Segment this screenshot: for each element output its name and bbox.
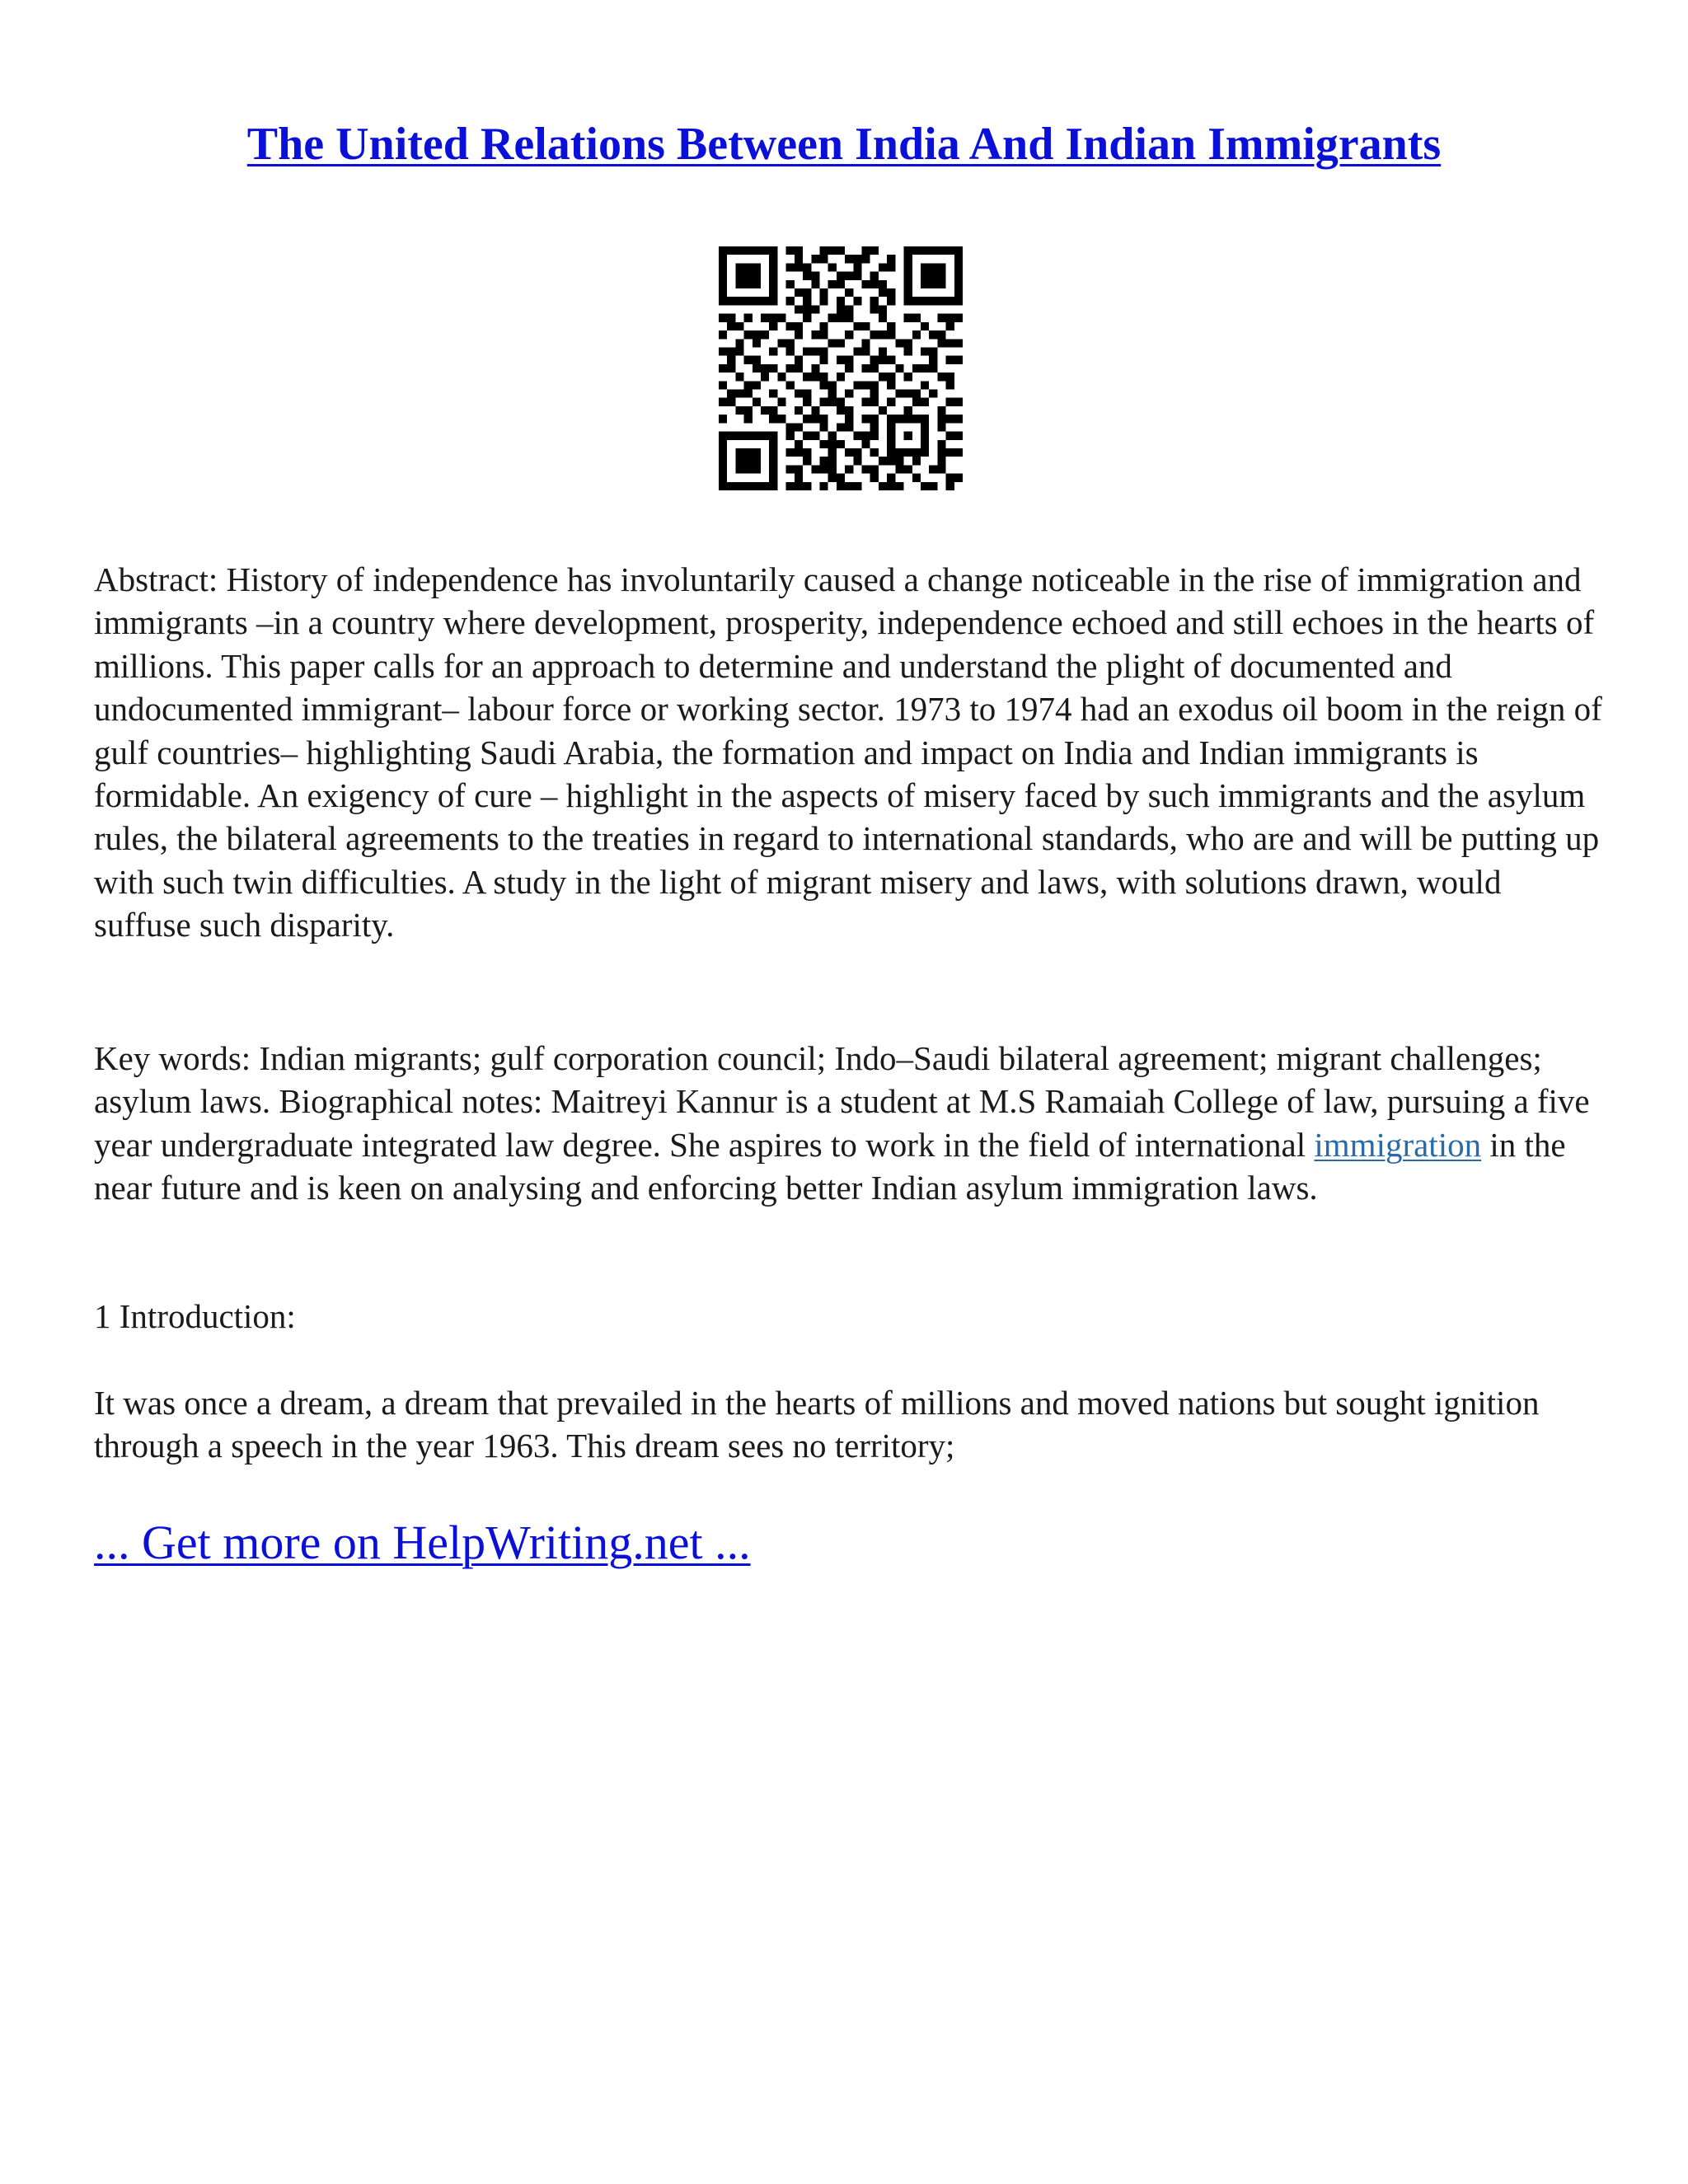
keywords-text-before: Key words: Indian migrants; gulf corporation council; Indo–Saudi bilateral agreement; migrant challenges; asylum laws. Biographical notes: Maitreyi Kannur is a student at M.S Ramaiah College of law, pursuing a five year undergraduate integrated law degree. She aspires to work in the field of international	[94, 1039, 1590, 1164]
introduction-heading: 1 Introduction:	[94, 1297, 296, 1335]
get-more-link[interactable]: ... Get more on HelpWriting.net ...	[94, 1516, 751, 1569]
keywords-text-after: in the near future and is keen on analysing and enforcing better Indian asylum immigration laws.	[94, 1125, 1566, 1207]
keywords-paragraph	[94, 1037, 1602, 1210]
introduction-paragraph: It was once a dream, a dream that prevailed in the hearts of millions and moved nations but sought ignition through a speech in the year 1963. This dream sees no territory;	[94, 1384, 1540, 1465]
qr-code-icon	[719, 246, 963, 491]
immigration-link[interactable]: immigration	[1314, 1125, 1482, 1164]
document-title[interactable]: The United Relations Between India And Indian Immigrants	[246, 119, 1442, 170]
abstract-paragraph: Abstract: History of independence has involuntarily caused a change noticeable in the rise of immigration and immigrants –in a country where development, prosperity, independence echoed and still echoes in the hearts of millions. This paper calls for an approach to determine and understand the plight of documented and undocumented immigrant– labour force or working sector. 1973 to 1974 had an exodus oil boom in the reign of gulf countries– highlighting Saudi Arabia, the formation and impact on India and Indian immigrants is formidable. An exigency of cure – highlight in the aspects of misery faced by such immigrants and the asylum rules, the bilateral agreements to the treaties in regard to international standards, who are and will be putting up with such twin difficulties. A study in the light of migrant misery and laws, with solutions drawn, would suffuse such disparity.	[94, 560, 1602, 944]
